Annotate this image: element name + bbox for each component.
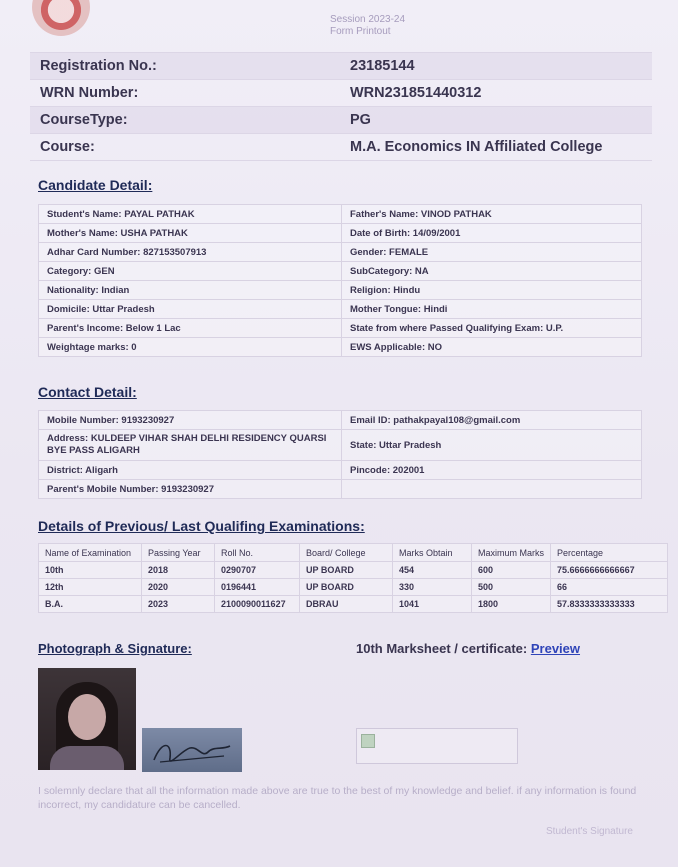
wrn-value: WRN231851440312 [340, 80, 652, 107]
table-row [39, 300, 642, 319]
registration-table [30, 52, 652, 161]
exam-cell: 454 [393, 562, 472, 579]
table-row [39, 243, 642, 262]
registration-label: Registration No.: [30, 53, 340, 80]
exam-cell: 2020 [142, 579, 215, 596]
signature-scribble [142, 728, 242, 772]
parent-mobile: Parent's Mobile Number: 9193230927 [39, 480, 342, 499]
preview-link[interactable]: Preview [530, 641, 581, 656]
adhar-number: Adhar Card Number: 827153507913 [39, 243, 342, 262]
registration-row [30, 53, 652, 80]
exam-cell: B.A. [39, 596, 142, 613]
col-header: Marks Obtain [393, 544, 472, 562]
candidate-signature-image [142, 728, 242, 772]
broken-image-icon [361, 734, 375, 748]
exam-details-title: Details of Previous/ Last Qualifing Examinations: [38, 518, 365, 534]
table-row [39, 319, 642, 338]
exam-cell: 1041 [393, 596, 472, 613]
col-header: Maximum Marks [472, 544, 551, 562]
category: Category: GEN [39, 262, 342, 281]
empty-cell [342, 480, 642, 499]
nationality: Nationality: Indian [39, 281, 342, 300]
candidate-detail-title: Candidate Detail: [38, 177, 153, 193]
exam-cell: 75.6666666666667 [551, 562, 668, 579]
exam-cell: UP BOARD [300, 579, 393, 596]
course-row [30, 134, 652, 161]
mother-tongue: Mother Tongue: Hindi [342, 300, 642, 319]
photo-signature-title: Photograph & Signature: [38, 641, 192, 656]
col-header: Percentage [551, 544, 668, 562]
weightage-marks: Weightage marks: 0 [39, 338, 342, 357]
domicile: Domicile: Uttar Pradesh [39, 300, 342, 319]
col-header: Passing Year [142, 544, 215, 562]
district: District: Aligarh [39, 461, 342, 480]
exam-cell: 57.8333333333333 [551, 596, 668, 613]
email-id: Email ID: pathakpayal108@gmail.com [342, 411, 642, 430]
father-name: Father's Name: VINOD PATHAK [342, 205, 642, 224]
header [0, 0, 678, 52]
exam-cell: 0196441 [215, 579, 300, 596]
marksheet-label [356, 641, 580, 656]
table-row [39, 579, 668, 596]
table-row [39, 411, 642, 430]
exam-cell: 600 [472, 562, 551, 579]
religion: Religion: Hindu [342, 281, 642, 300]
address: Address: KULDEEP VIHAR SHAH DELHI RESIDENCY QUARSI BYE PASS ALIGARH [39, 430, 342, 461]
table-row [39, 596, 668, 613]
candidate-detail-table [38, 204, 642, 357]
exam-cell: 2023 [142, 596, 215, 613]
exam-cell: 10th [39, 562, 142, 579]
exam-cell: 330 [393, 579, 472, 596]
form-printout-label: Form Printout [330, 26, 391, 37]
table-row [39, 562, 668, 579]
student-name: Student's Name: PAYAL PATHAK [39, 205, 342, 224]
table-row [39, 480, 642, 499]
table-row [39, 205, 642, 224]
marksheet-text: 10th Marksheet / certificate: [356, 641, 531, 656]
wrn-label: WRN Number: [30, 80, 340, 107]
course-type-row [30, 107, 652, 134]
mobile-number: Mobile Number: 9193230927 [39, 411, 342, 430]
table-row [39, 262, 642, 281]
ews-applicable: EWS Applicable: NO [342, 338, 642, 357]
student-signature-label: Student's Signature [546, 826, 633, 837]
exam-cell: 1800 [472, 596, 551, 613]
session-info [330, 14, 405, 38]
table-row [39, 430, 642, 461]
date-of-birth: Date of Birth: 14/09/2001 [342, 224, 642, 243]
subcategory: SubCategory: NA [342, 262, 642, 281]
exam-cell: 0290707 [215, 562, 300, 579]
course-type-value: PG [340, 107, 652, 134]
parents-income: Parent's Income: Below 1 Lac [39, 319, 342, 338]
table-row [39, 224, 642, 243]
table-row [39, 461, 642, 480]
exam-cell: 500 [472, 579, 551, 596]
contact-detail-table [38, 410, 642, 499]
gender: Gender: FEMALE [342, 243, 642, 262]
exam-cell: 12th [39, 579, 142, 596]
exam-cell: 2100090011627 [215, 596, 300, 613]
col-header: Board/ College [300, 544, 393, 562]
university-logo [32, 0, 90, 36]
marksheet-image [356, 728, 518, 764]
pincode: Pincode: 202001 [342, 461, 642, 480]
contact-detail-title: Contact Detail: [38, 384, 137, 400]
course-type-label: CourseType: [30, 107, 340, 134]
exam-cell: DBRAU [300, 596, 393, 613]
state: State: Uttar Pradesh [342, 430, 642, 461]
exam-cell: UP BOARD [300, 562, 393, 579]
course-value: M.A. Economics IN Affiliated College [340, 134, 652, 161]
exam-header-row [39, 544, 668, 562]
table-row [39, 281, 642, 300]
wrn-row [30, 80, 652, 107]
exam-cell: 66 [551, 579, 668, 596]
table-row [39, 338, 642, 357]
registration-value: 23185144 [340, 53, 652, 80]
exam-cell: 2018 [142, 562, 215, 579]
mother-name: Mother's Name: USHA PATHAK [39, 224, 342, 243]
session-label: Session 2023-24 [330, 14, 406, 25]
course-label: Course: [30, 134, 340, 161]
exam-table [38, 543, 668, 613]
col-header: Roll No. [215, 544, 300, 562]
col-header: Name of Examination [39, 544, 142, 562]
declaration-text: I solemnly declare that all the information made above are true to the best of my knowledge and belief. if any information is found incorrect, my candidature can be cancelled. [38, 785, 637, 811]
candidate-photo [38, 668, 136, 770]
qualifying-state: State from where Passed Qualifying Exam: U.P. [342, 319, 642, 338]
